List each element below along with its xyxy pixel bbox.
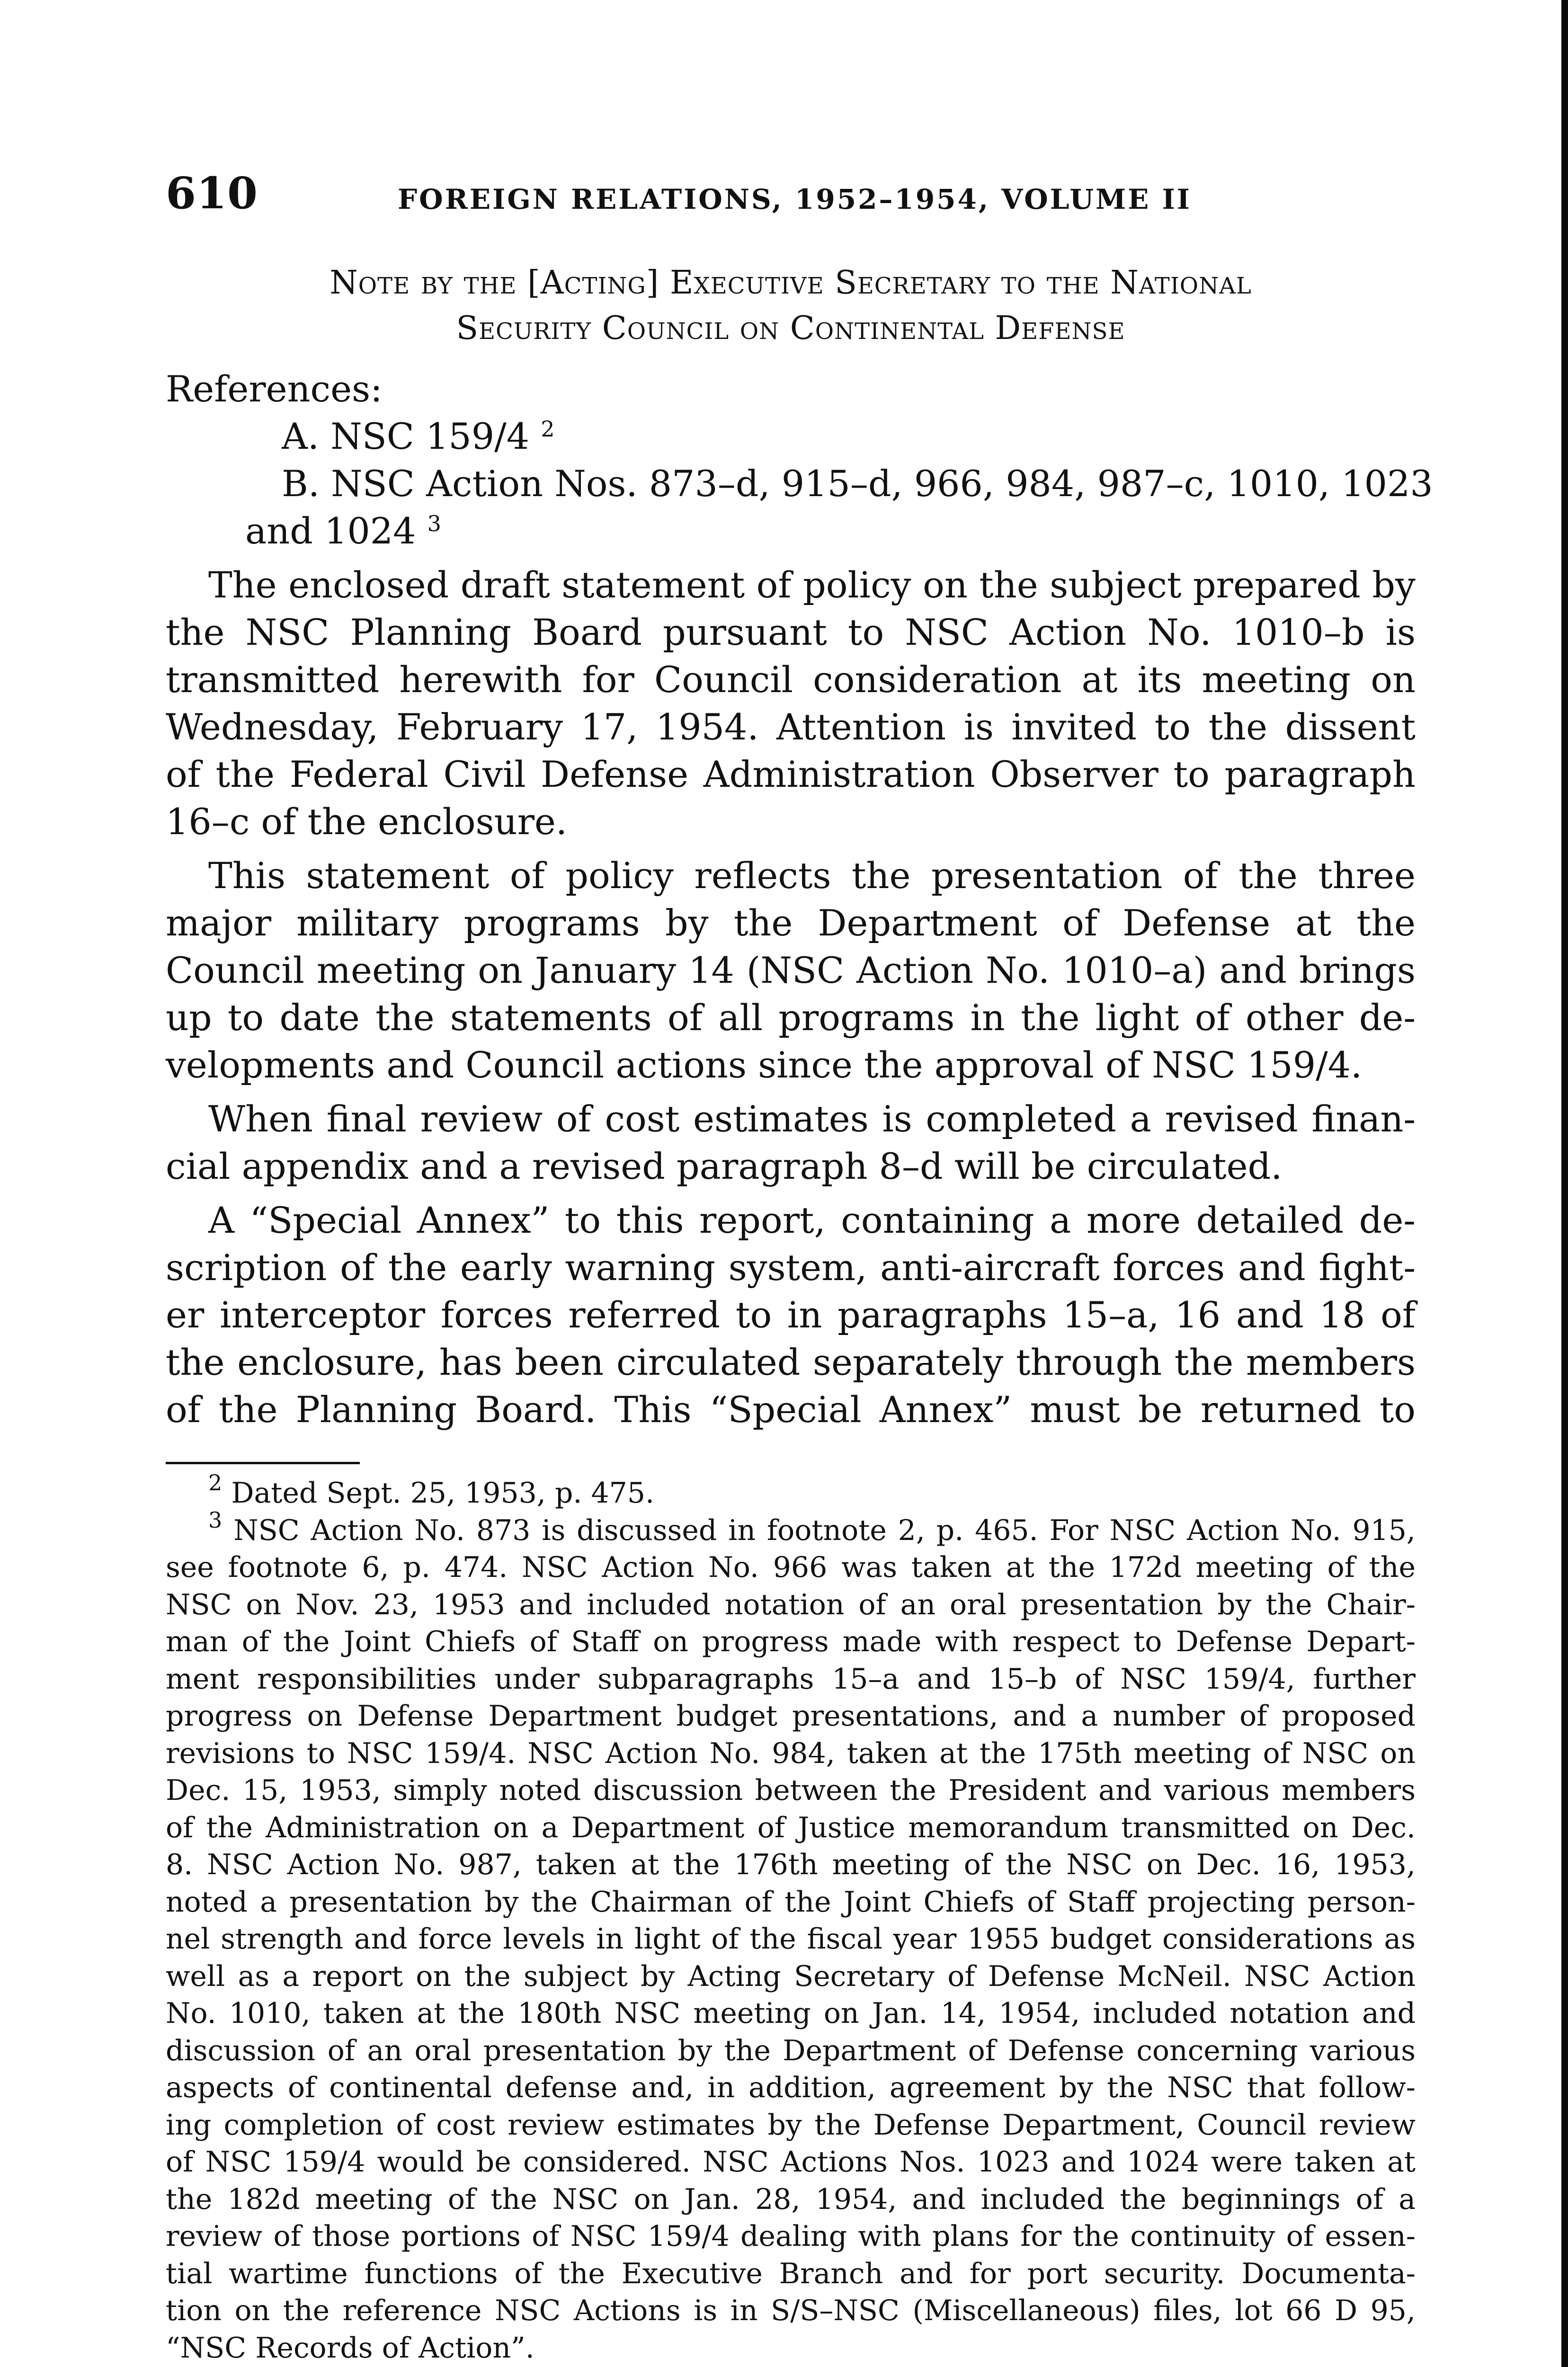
text-line: Council meeting on January 14 (NSC Action No. 1010–a) and brings (166, 949, 1416, 991)
text-line: cial appendix and a revised paragraph 8–d will be circulated. (166, 1145, 1283, 1187)
text-line: velopments and Council actions since the approval of NSC 159/4. (166, 1044, 1363, 1086)
footnote-line: revisions to NSC 159/4. NSC Action No. 984, taken at the 175th meeting of NSC on (166, 1736, 1416, 1770)
page-edge-border (1561, 0, 1568, 2367)
document-title-line-1: Note by the [Acting] Executive Secretary to the National (330, 264, 1252, 302)
footnote-line: man of the Joint Chiefs of Staff on progress made with respect to Defense Depart- (166, 1625, 1416, 1658)
footnote-3 (166, 1507, 1416, 2367)
footnote-line: the 182d meeting of the NSC on Jan. 28, 1954, and included the beginnings of a (166, 2182, 1416, 2216)
footnote-line: tial wartime functions of the Executive Branch and for port security. Documenta- (166, 2257, 1416, 2290)
reference-b-continued-text: and 1024 (245, 510, 428, 552)
footnote-marker-3: 3 (427, 511, 441, 536)
footnote-line: review of those portions of NSC 159/4 dealing with plans for the continuity of essen- (166, 2220, 1416, 2253)
text-line: When final review of cost estimates is completed a revised finan- (208, 1098, 1416, 1140)
text-line: of the Planning Board. This “Special Annex” must be returned to (166, 1388, 1416, 1431)
footnote-2 (166, 1470, 1416, 1512)
text-line: scription of the early warning system, anti-aircraft forces and fight- (166, 1246, 1416, 1289)
footnote-line: progress on Defense Department budget presentations, and a number of proposed (166, 1700, 1416, 1733)
document-title-line-2: Security Council on Continental Defense (456, 310, 1125, 347)
text-line: major military programs by the Department of Defense at the (166, 902, 1416, 944)
footnote-line: of NSC 159/4 would be considered. NSC Actions Nos. 1023 and 1024 were taken at (166, 2145, 1416, 2179)
footnote-line: see footnote 6, p. 474. NSC Action No. 966 was taken at the 172d meeting of the (166, 1551, 1416, 1584)
footnote-line: noted a presentation by the Chairman of the Joint Chiefs of Staff projecting person- (166, 1885, 1416, 1919)
footnote-line: ing completion of cost review estimates by the Defense Department, Council review (166, 2108, 1416, 2142)
footnote-line: 8. NSC Action No. 987, taken at the 176th meeting of the NSC on Dec. 16, 1953, (166, 1848, 1416, 1881)
reference-a-text: A. NSC 159/4 (282, 415, 541, 457)
text-line: 16–c of the enclosure. (166, 801, 568, 843)
footnote-3-text: NSC Action No. 873 is discussed in footnote 2, p. 465. For NSC Action No. 915, (233, 1513, 1416, 1547)
text-line: of the Federal Civil Defense Administration Observer to paragraph (166, 753, 1416, 795)
paragraph-2 (166, 852, 1416, 1089)
page-number: 610 (166, 168, 258, 219)
text-line: Wednesday, February 17, 1954. Attention is invited to the dissent (166, 706, 1416, 748)
footnote-line: aspects of continental defense and, in addition, agreement by the NSC that follow- (166, 2071, 1416, 2104)
footnote-line: tion on the reference NSC Actions is in S/S–NSC (Miscellaneous) files, lot 66 D 95, (166, 2294, 1416, 2327)
footnote-line: nel strength and force levels in light of the fiscal year 1955 budget considerations as (166, 1922, 1416, 1956)
footnote-line: ment responsibilities under subparagraphs 15–a and 15–b of NSC 159/4, further (166, 1662, 1416, 1696)
text-line: er interceptor forces referred to in paragraphs 15–a, 16 and 18 of (166, 1294, 1416, 1336)
footnote-line: “NSC Records of Action”. (166, 2331, 535, 2365)
reference-b: B. NSC Action Nos. 873–d, 915–d, 966, 984, 987–c, 1010, 1023 (282, 463, 1433, 505)
footnote-2-text: Dated Sept. 25, 1953, p. 475. (231, 1477, 655, 1510)
text-line: the NSC Planning Board pursuant to NSC Action No. 1010–b is (166, 611, 1416, 653)
reference-a (282, 413, 1416, 460)
footnote-divider (166, 1462, 360, 1464)
footnote-marker-2: 2 (541, 416, 555, 442)
footnote-line (166, 1470, 1416, 1512)
footnote-line (166, 1507, 1416, 1549)
text-line: up to date the statements of all programs in the light of other de- (166, 997, 1416, 1039)
page-header (166, 168, 1416, 223)
footnote-line: well as a report on the subject by Acting Secretary of Defense McNeil. NSC Action (166, 1959, 1416, 1993)
text-line: the enclosure, has been circulated separately through the members (166, 1341, 1416, 1383)
text-line: transmitted herewith for Council consideration at its meeting on (166, 658, 1416, 701)
text-line: This statement of policy reflects the presentation of the three (208, 854, 1416, 897)
page-content (166, 168, 1433, 2367)
footnote-3-marker: 3 (208, 1507, 223, 1533)
paragraph-1 (166, 561, 1416, 845)
running-head: FOREIGN RELATIONS, 1952–1954, VOLUME II (398, 183, 1192, 215)
text-line: A “Special Annex” to this report, containing a more detailed de- (208, 1199, 1416, 1241)
text-line: The enclosed draft statement of policy on the subject prepared by (208, 564, 1416, 606)
paragraph-4 (166, 1197, 1416, 1433)
paragraph-3 (166, 1095, 1416, 1190)
footnote-line: NSC on Nov. 23, 1953 and included notation of an oral presentation by the Chair- (166, 1588, 1416, 1621)
references-heading: References: (166, 368, 383, 410)
document-title (166, 260, 1416, 351)
reference-b-continued (245, 507, 1416, 555)
footnote-2-marker: 2 (208, 1470, 223, 1495)
footnote-line: Dec. 15, 1953, simply noted discussion between the President and various members (166, 1774, 1416, 1807)
footnote-line: of the Administration on a Department of Justice memorandum transmitted on Dec. (166, 1811, 1416, 1844)
footnote-line: No. 1010, taken at the 180th NSC meeting on Jan. 14, 1954, included notation and (166, 1997, 1416, 2030)
footnote-line: discussion of an oral presentation by the Department of Defense concerning various (166, 2034, 1416, 2067)
